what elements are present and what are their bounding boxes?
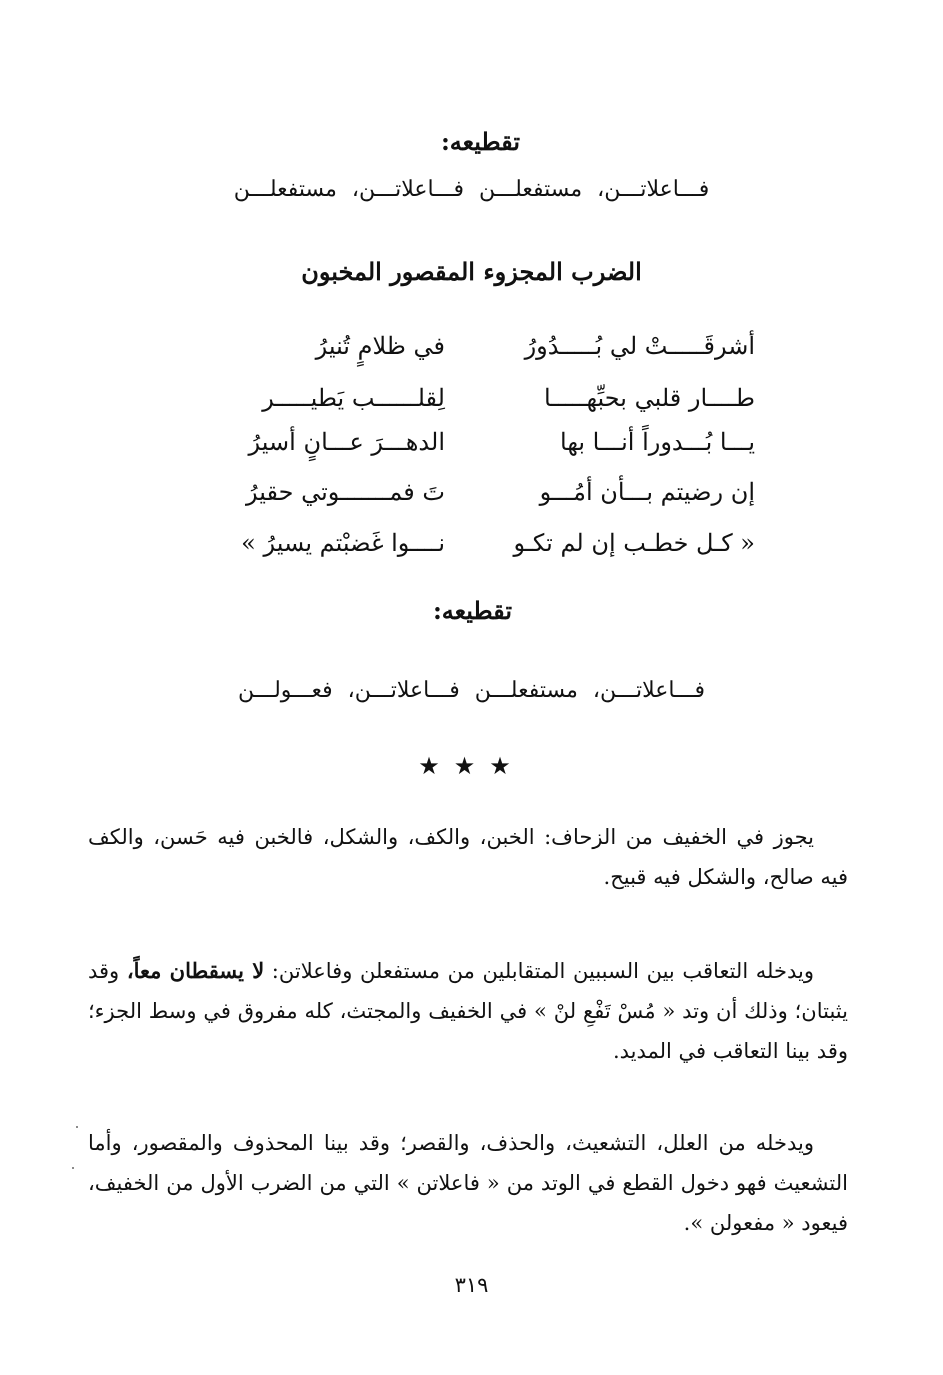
verse-1-second-hemistich: في ظلامٍ تُنيرُ [315, 332, 445, 360]
scansion-heading-2: تقطيعه: [432, 596, 512, 625]
scansion-line-2: فـــاعلاتـــن، مستفعلـــن فـــاعلاتـــن، فعـــولـــن [238, 678, 705, 703]
verse-3-second-hemistich: الدهـــرَ عـــانٍ أسيرُ [248, 428, 445, 456]
paragraph-ilal-text: ويدخله من العلل، التشعيث، والحذف، والقصر؛ وقد بينا المحذوف والمقصور، وأما التشعيث فهو دخول القطع في الوتد من « فاعلاتن » التي من الضرب الأول من الخفيف، فيعود « مفعولن ». [88, 1131, 848, 1235]
verse-2-second-hemistich: لِقلــــــب يَطيـــــر [262, 384, 445, 412]
section-divider-stars: ★★★ [418, 752, 525, 780]
verse-5-first-hemistich: « كـل خطـب إن لم تكـو [513, 529, 755, 557]
paragraph-taaqub [88, 951, 848, 1071]
page-number: ٣١٩ [454, 1273, 489, 1297]
verse-4-second-hemistich: تَ فمـــــــوتي حقيرُ [246, 478, 445, 506]
verse-2-first-hemistich: طــــار قلبي بحبِّهـــــا [544, 384, 755, 412]
verse-3-first-hemistich: يـــا بُـــدوراً أنـــا بها [560, 428, 755, 456]
verse-4-first-hemistich: إن رضيتم بـــأن أمُـــو [539, 478, 755, 506]
verse-5-second-hemistich: نــــوا غَضبْتم يسيرُ » [241, 529, 445, 557]
section-title: الضرب المجزوء المقصور المخبون [301, 257, 642, 286]
scansion-line-1: فـــاعلاتـــن، مستفعلـــن فـــاعلاتـــن، مستفعلـــن [233, 177, 710, 202]
verse-1-first-hemistich: أشرقَـــــتْ لي بُـــــدُورُ [524, 332, 755, 360]
paragraph-taaqub-text-end: وقد يثبتان؛ وذلك أن وتد « مُسْ تَفْعِ لنْ » في الخفيف والمجتث، كله مفروق في وسط الجزء؛ وقد بينا التعاقب في المديد. [88, 959, 848, 1063]
verse-line-2 [180, 377, 755, 419]
paragraph-taaqub-bold-phrase: لا يسقطان معاً، [126, 958, 265, 983]
paragraph-zihaf-text: يجوز في الخفيف من الزحاف: الخبن، والكف، والشكل، فالخبن فيه حَسن، والكف فيه صالح، والشكل فيه قبيح. [88, 825, 848, 889]
paragraph-taaqub-text-start: ويدخله التعاقب بين السببين المتقابلين من مستفعلن وفاعلاتن: [264, 959, 814, 983]
paragraph-ilal [88, 1123, 848, 1243]
print-speck [76, 1126, 78, 1128]
paragraph-zihaf [88, 817, 848, 897]
verse-line-5 [180, 522, 755, 564]
scansion-heading-1: تقطيعه: [440, 127, 520, 156]
print-speck [72, 1167, 74, 1169]
verse-line-1 [180, 325, 755, 367]
verse-line-3 [180, 421, 755, 463]
verse-line-4 [180, 471, 755, 513]
